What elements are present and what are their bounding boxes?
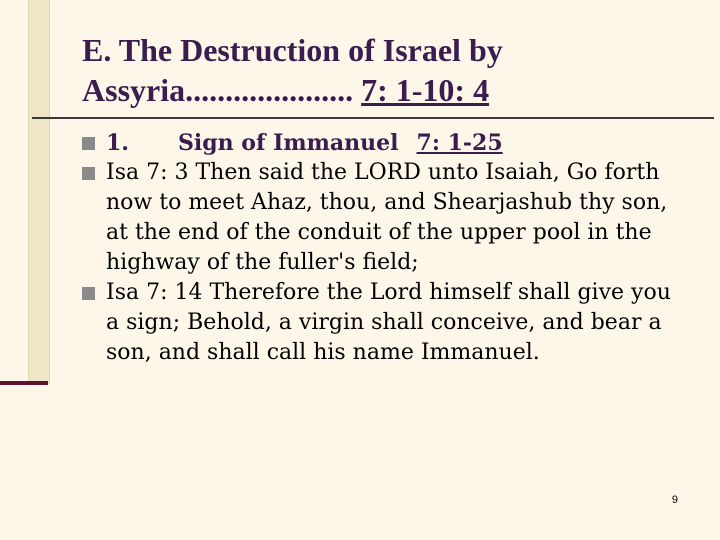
- heading-reference: 7: 1-25: [416, 130, 503, 156]
- bullet-item: [82, 158, 682, 278]
- bullet-text: Isa 7: 14 Therefore the Lord himself shall give you a sign; Behold, a virgin shall conceive, and bear a son, and shall call his name Immanuel.: [106, 280, 671, 365]
- title-divider: [32, 117, 714, 119]
- left-decorative-bar: [28, 0, 50, 384]
- bullet-square-icon: [82, 137, 95, 150]
- left-accent-bar: [0, 381, 48, 385]
- slide-title: [82, 30, 503, 110]
- bullet-square-icon: [82, 167, 95, 180]
- bullet-text: Isa 7: 3 Then said the LORD unto Isaiah, Go forth now to meet Ahaz, thou, and Shearjashub thy son, at the end of the conduit of the upper pool in the highway of the fuller's field;: [106, 160, 668, 275]
- heading-number: 1.: [106, 130, 129, 156]
- bullet-item: [82, 278, 682, 368]
- title-line-2-text: Assyria.....................: [82, 72, 362, 108]
- heading-label: Sign of Immanuel: [178, 130, 399, 156]
- title-reference: 7: 1-10: 4: [361, 72, 490, 108]
- title-line-1: E. The Destruction of Israel by: [82, 32, 503, 68]
- heading-item: [82, 128, 682, 158]
- page-number: 9: [671, 494, 678, 506]
- title-line-2: [82, 70, 503, 110]
- slide-body: [82, 128, 682, 368]
- bullet-square-icon: [82, 287, 95, 300]
